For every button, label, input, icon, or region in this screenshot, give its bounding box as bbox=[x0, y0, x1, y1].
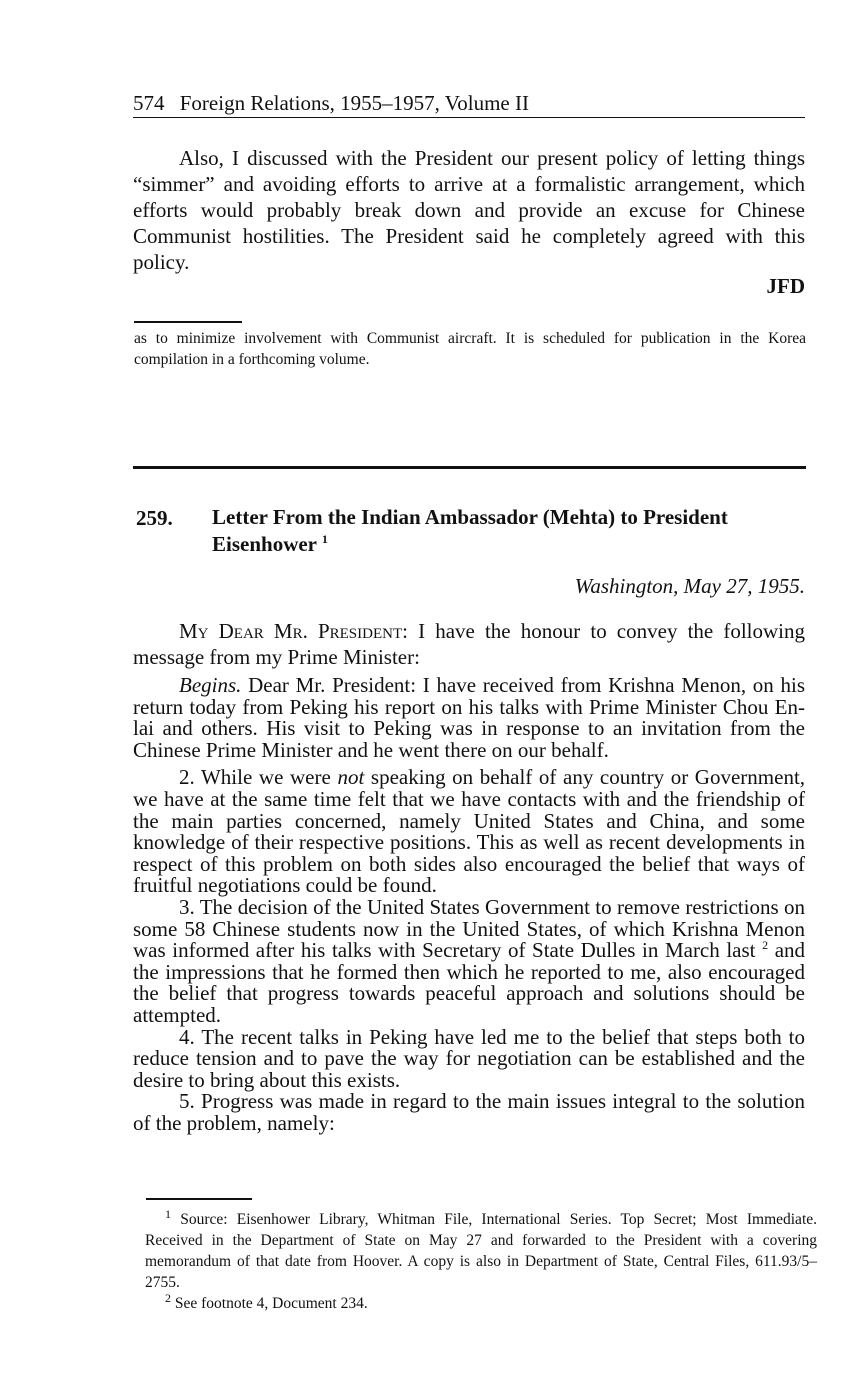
document-title-text: Letter From the Indian Ambassador (Mehta) to President Eisenhower bbox=[212, 505, 728, 556]
begins-label: Begins. bbox=[179, 673, 242, 697]
footnote-2 bbox=[145, 1290, 817, 1314]
salutation-greeting: My Dear Mr. President: bbox=[179, 619, 408, 643]
salutation-block bbox=[133, 618, 805, 670]
footnote-continuation: as to minimize involvement with Communist aircraft. It is scheduled for publication in the Korea compilation in a forthcoming volume. bbox=[134, 330, 806, 368]
section-divider bbox=[133, 466, 806, 469]
p2-emphasis: not bbox=[337, 765, 365, 790]
letter-paragraph-2 bbox=[133, 767, 805, 897]
running-title: Foreign Relations, 1955–1957, Volume II bbox=[179, 91, 529, 115]
p2-after: speaking on behalf of any country or Government, we have at the same time felt that we have contacts with and the friendship of the main parties concerned, namely United States and China, and some knowledge of their respective positions. This as well as recent developments in respect of this problem on both sides also encouraged the belief that ways of fruitful negotiations could be found. bbox=[133, 765, 806, 898]
footnote-2-text: See footnote 4, Document 234. bbox=[174, 1295, 368, 1312]
letter-paragraph-4: 4. The recent talks in Peking have led me to the belief that steps both to reduce tension and to pave the way for negotiation can be established and the desire to bring about this exists. bbox=[133, 1024, 805, 1092]
p3-footnote-mark: 2 bbox=[762, 938, 769, 953]
dateline: Washington, May 27, 1955. bbox=[574, 574, 805, 598]
salutation-paragraph bbox=[133, 618, 805, 670]
letter-paragraph-3 bbox=[133, 894, 806, 1027]
footnote-rule-bottom bbox=[146, 1198, 252, 1200]
intro-paragraph-block bbox=[133, 145, 805, 275]
running-header bbox=[133, 90, 805, 118]
document-title bbox=[212, 504, 802, 558]
intro-paragraph: Also, I discussed with the President our present policy of letting things “simmer” and avoiding efforts to arrive at a formalistic arrangement, which efforts would probably break down and provide an excuse for Chinese Communist hostilities. The President said he completely agreed with this policy. bbox=[133, 146, 805, 274]
p3-before: 3. The decision of the United States Government to remove restrictions on some 58 Chinese students now in the United States, of which Krishna Menon was informed after his talks with Secretary of State Dulles in March last bbox=[133, 894, 805, 963]
salutation-text: I have the honour to convey the following message from my Prime Minister: bbox=[133, 619, 806, 669]
footnote-1 bbox=[145, 1206, 818, 1293]
footnote-2-mark: 2 bbox=[165, 1290, 171, 1305]
letter-opening: Dear Mr. President: I have received from Krishna Menon, on his return today from Peking his report on his talks with Prime Minister Chou En-lai and others. His visit to Peking was in response to an invitation from the Chinese Prime Minister and he went there on our behalf. bbox=[133, 673, 805, 762]
document-number: 259. bbox=[136, 506, 173, 530]
footnote-1-mark: 1 bbox=[165, 1206, 171, 1221]
page-number: 574 bbox=[133, 91, 165, 115]
signature: JFD bbox=[766, 274, 805, 298]
title-footnote-mark: 1 bbox=[321, 532, 328, 546]
letter-paragraph-1 bbox=[133, 675, 805, 761]
footnote-1-text: Source: Eisenhower Library, Whitman File, International Series. Top Secret; Most Immediate. Received in the Department of State on May 27 and forwarded to the President with a covering memorandum of that date from Hoover. A copy is also in Department of State, Central Files, 611.93/5–2755. bbox=[145, 1211, 818, 1291]
p2-before: 2. While we were bbox=[179, 765, 331, 790]
letter-paragraph-5: 5. Progress was made in regard to the main issues integral to the solution of the problem, namely: bbox=[133, 1089, 805, 1135]
footnote-rule-top bbox=[134, 321, 242, 323]
footnotes bbox=[145, 1206, 818, 1314]
p3-after: and the impressions that he formed then which he reported to me, also encouraged the belief that progress towards peaceful approach and solutions should be attempted. bbox=[133, 938, 806, 1027]
letter-body bbox=[133, 675, 805, 1134]
